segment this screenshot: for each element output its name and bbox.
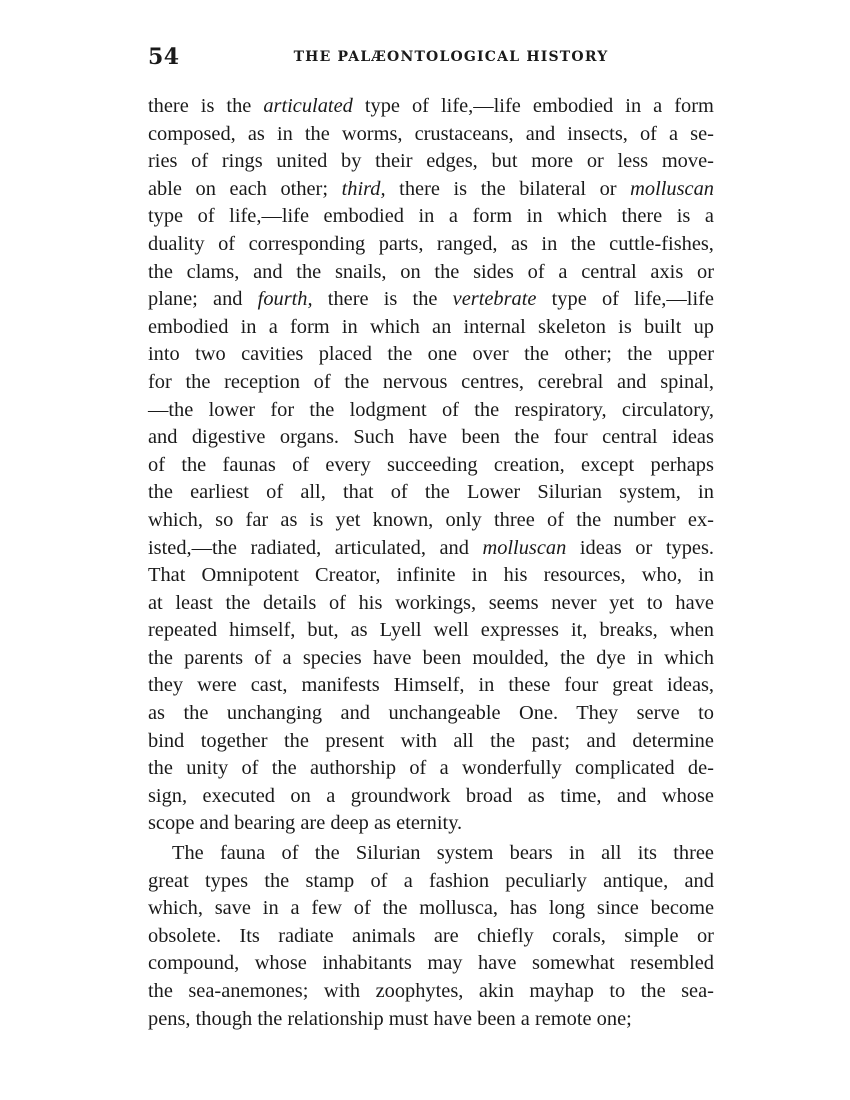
text-line: duality of corresponding parts, ranged, as in the cuttle-fishes, xyxy=(148,232,714,255)
text-line: which, so far as is yet known, only three of the number ex- xyxy=(148,508,714,531)
page-header xyxy=(148,44,714,72)
text-line: repeated himself, but, as Lyell well expresses it, breaks, when xyxy=(148,619,714,642)
text-line: which, save in a few of the mollusca, has long since become xyxy=(148,897,715,920)
text-line: the unity of the authorship of a wonderfully complicated de- xyxy=(148,757,714,780)
paragraph-1 xyxy=(148,93,714,838)
text-line: type of life,—life embodied in a form in which there is a xyxy=(148,205,714,228)
text-line: plane; and fourth, there is the vertebrate type of life,—life xyxy=(148,288,714,311)
text-line: great types the stamp of a fashion peculiarly antique, and xyxy=(148,869,714,892)
text-line: ries of rings united by their edges, but more or less move- xyxy=(148,150,714,173)
paragraph-2 xyxy=(148,840,714,1033)
text-line: sign, executed on a groundwork broad as time, and whose xyxy=(148,784,714,807)
text-line: at least the details of his workings, seems never yet to have xyxy=(148,591,714,614)
text-line: able on each other; third, there is the bilateral or molluscan xyxy=(148,177,714,200)
body-text xyxy=(148,93,714,1033)
text-line: there is the articulated type of life,—life embodied in a form xyxy=(148,95,714,117)
text-line: the parents of a species have been moulded, the dye in which xyxy=(148,646,714,669)
text-line: for the reception of the nervous centres, cerebral and spinal, xyxy=(148,370,714,393)
text-line: isted,—the radiated, articulated, and molluscan ideas or types. xyxy=(148,536,714,559)
text-line: scope and bearing are deep as eternity. xyxy=(148,812,463,835)
text-line: as the unchanging and unchangeable One. They serve to xyxy=(148,702,714,725)
text-line: obsolete. Its radiate animals are chiefly corals, simple or xyxy=(148,924,714,947)
text-line: bind together the present with all the past; and determine xyxy=(148,729,714,752)
text-line: the sea-anemones; with zoophytes, akin mayhap to the sea- xyxy=(148,980,714,1002)
text-line: the clams, and the snails, on the sides of a central axis or xyxy=(148,260,715,283)
text-line: and digestive organs. Such have been the four central ideas xyxy=(148,426,714,449)
text-line: pens, though the relationship must have been a remote one; xyxy=(148,1007,632,1030)
text-line: they were cast, manifests Himself, in these four great ideas, xyxy=(148,674,715,697)
text-line: of the faunas of every succeeding creation, except perhaps xyxy=(148,453,714,476)
text-line: composed, as in the worms, crustaceans, and insects, of a se- xyxy=(148,122,714,145)
running-title: THE PALÆONTOLOGICAL HISTORY xyxy=(293,49,609,65)
text-line: embodied in a form in which an internal skeleton is built up xyxy=(148,315,714,338)
text-line: compound, whose inhabitants may have somewhat resembled xyxy=(148,952,714,975)
text-line: the earliest of all, that of the Lower Silurian system, in xyxy=(148,481,714,504)
text-line: The fauna of the Silurian system bears in all its three xyxy=(172,842,714,865)
text-line: into two cavities placed the one over the other; the upper xyxy=(148,343,715,366)
text-line: —the lower for the lodgment of the respiratory, circulatory, xyxy=(148,398,714,421)
text-line: That Omnipotent Creator, infinite in his resources, who, in xyxy=(148,564,714,587)
page-number: 54 xyxy=(148,44,180,70)
